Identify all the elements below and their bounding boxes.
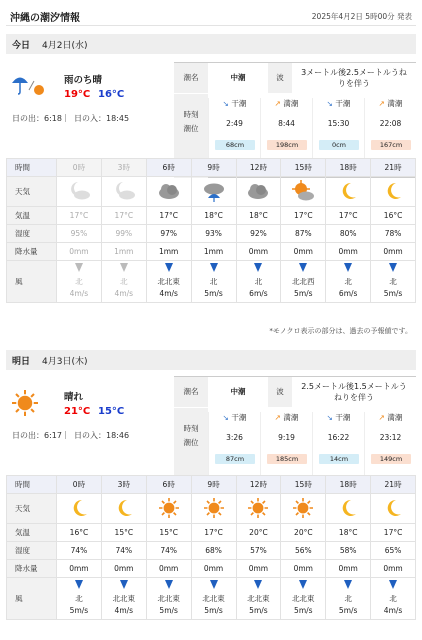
past-note: *モノクロ表示の部分は、過去の予報値です。: [269, 327, 412, 335]
moon-icon: [57, 494, 102, 524]
page-title: 沖縄の潮汐情報: [10, 13, 80, 24]
tide-type-label: 満潮: [387, 413, 403, 422]
tide-time: 9:19: [278, 433, 295, 442]
wind-arrow-icon: [254, 580, 262, 589]
updated-time: 2025年4月2日 5時00分 発表: [311, 12, 412, 21]
hour-cell: 12時: [236, 476, 281, 494]
wind-dir: 北: [389, 277, 397, 286]
tide-type-label: 満潮: [387, 99, 403, 108]
humidity-cell: 74%: [101, 542, 146, 560]
wind-cell: [57, 578, 102, 620]
rain-cell: 1mm: [146, 243, 191, 261]
wind-arrow-icon: [165, 580, 173, 589]
wind-dir: 北: [389, 594, 397, 603]
temp-cell: 20°C: [281, 524, 326, 542]
rain-cell: 0mm: [326, 243, 371, 261]
rain-cell: 0mm: [236, 560, 281, 578]
rain-cell: 0mm: [281, 243, 326, 261]
tide-time-label: 時刻: [183, 110, 199, 119]
rain-then-sun-icon: [10, 70, 46, 100]
sun-icon: [146, 494, 191, 524]
high-temp: 19°C: [64, 89, 91, 100]
temp-cell: 17°C: [371, 524, 416, 542]
humidity-cell: 92%: [236, 225, 281, 243]
tide-type-label: 満潮: [283, 99, 299, 108]
temp-cell: 17°C: [146, 207, 191, 225]
tide-level: 68cm: [215, 140, 255, 150]
moon-icon: [326, 177, 371, 207]
tide-type: [365, 412, 416, 423]
tide-name-label: 潮名: [174, 377, 208, 407]
hour-cell: 0時: [57, 476, 102, 494]
wind-arrow-icon: [299, 263, 307, 272]
sun-icon: [281, 494, 326, 524]
rain-cell: 1mm: [101, 243, 146, 261]
row-label: 気温: [7, 524, 57, 542]
forecast-grid-tomorrow: [6, 475, 416, 620]
row-label: 湿度: [7, 542, 57, 560]
sunrise: 日の出：6:18: [12, 114, 62, 123]
hour-cell: 9時: [191, 159, 236, 177]
separator: |: [64, 113, 67, 122]
tide-arrow-icon: ↗: [274, 99, 281, 108]
wind-cell: [371, 261, 416, 303]
row-label: 天気: [7, 494, 57, 524]
hour-cell: 21時: [371, 476, 416, 494]
wind-arrow-icon: [165, 263, 173, 272]
tide-type: [209, 98, 260, 109]
sunrise: 日の出：6:17: [12, 431, 62, 440]
temp-cell: 17°C: [281, 207, 326, 225]
wind-arrow-icon: [299, 580, 307, 589]
day-label: 明日: [12, 357, 31, 367]
wind-speed: 5m/s: [204, 289, 223, 298]
day-header-tomorrow: [6, 350, 416, 370]
wind-cell: [371, 578, 416, 620]
humidity-cell: 97%: [146, 225, 191, 243]
tide-level: 0cm: [319, 140, 359, 150]
wind-arrow-icon: [344, 580, 352, 589]
tide-time: 23:12: [379, 433, 402, 442]
tide-level: 167cm: [371, 140, 411, 150]
tide-type-label: 干潮: [335, 99, 351, 108]
humidity-cell: 57%: [236, 542, 281, 560]
wind-dir: 北: [75, 277, 83, 286]
sun-cloud-icon: [281, 177, 326, 207]
rain-cell: 0mm: [101, 560, 146, 578]
row-label: 気温: [7, 207, 57, 225]
row-label: 時間: [7, 159, 57, 177]
temp-cell: 15°C: [146, 524, 191, 542]
hour-cell: 12時: [236, 159, 281, 177]
tide-type-label: 干潮: [231, 99, 247, 108]
wind-dir: 北北東: [157, 277, 180, 286]
temp-cell: 20°C: [236, 524, 281, 542]
wind-arrow-icon: [389, 580, 397, 589]
humidity-cell: 78%: [371, 225, 416, 243]
weather-name: 晴れ: [64, 392, 84, 403]
hour-cell: 15時: [281, 476, 326, 494]
wind-speed: 5m/s: [383, 289, 403, 298]
tide-level: 14cm: [319, 454, 359, 464]
rain-cell: 0mm: [281, 560, 326, 578]
day-label: 今日: [12, 41, 31, 51]
hour-cell: 3時: [101, 476, 146, 494]
tide-time: 2:49: [226, 119, 243, 128]
humidity-cell: 58%: [326, 542, 371, 560]
wind-dir: 北: [344, 277, 352, 286]
wind-speed: 6m/s: [338, 289, 358, 298]
wind-arrow-icon: [344, 263, 352, 272]
tide-level-label: 潮位: [183, 124, 199, 133]
tide-arrow-icon: ↗: [378, 99, 385, 108]
wind-dir: 北北東: [112, 594, 136, 603]
tide-time: 16:22: [327, 433, 350, 442]
humidity-cell: 95%: [57, 225, 102, 243]
rain-cell: 0mm: [57, 560, 102, 578]
humidity-cell: 68%: [191, 542, 236, 560]
hour-cell: 9時: [191, 476, 236, 494]
temp-cell: 18°C: [326, 524, 371, 542]
wind-speed: 5m/s: [159, 606, 178, 615]
tide-arrow-icon: ↘: [222, 413, 229, 422]
tide-arrow-icon: ↘: [326, 413, 333, 422]
wind-speed: 4m/s: [383, 606, 403, 615]
sunset: 日の入：18:46: [74, 431, 130, 440]
hour-cell: 18時: [326, 159, 371, 177]
wind-speed: 5m/s: [249, 606, 268, 615]
day-header-today: [6, 34, 416, 54]
wind-dir: 北: [75, 594, 83, 603]
moon-icon: [371, 177, 416, 207]
wind-cell: [146, 261, 191, 303]
page-header: [6, 4, 416, 26]
tide-arrow-icon: ↗: [274, 413, 281, 422]
humidity-cell: 74%: [146, 542, 191, 560]
wind-speed: 5m/s: [294, 606, 313, 615]
wind-cell: [191, 578, 236, 620]
wind-dir: 北北西: [292, 277, 315, 286]
humidity-cell: 93%: [191, 225, 236, 243]
moon-cloud-icon: [101, 177, 146, 207]
tide-name: 中潮: [230, 387, 246, 396]
cloud-icon: [236, 177, 281, 207]
wind-arrow-icon: [120, 580, 128, 589]
wind-speed: 4m/s: [159, 289, 178, 298]
hour-cell: 21時: [371, 159, 416, 177]
rain-cell: 0mm: [146, 560, 191, 578]
humidity-cell: 74%: [57, 542, 102, 560]
tide-name-label: 潮名: [174, 63, 208, 93]
wind-speed: 4m/s: [69, 289, 89, 298]
wind-speed: 4m/s: [114, 606, 134, 615]
wind-cell: [101, 578, 146, 620]
row-label: 降水量: [7, 560, 57, 578]
wind-speed: 6m/s: [249, 289, 268, 298]
wind-speed: 5m/s: [69, 606, 89, 615]
cloud-icon: [146, 177, 191, 207]
tide-type-label: 干潮: [231, 413, 247, 422]
tide-type: [313, 98, 364, 109]
rain-cell: 0mm: [57, 243, 102, 261]
wind-cell: [191, 261, 236, 303]
tide-arrow-icon: ↗: [378, 413, 385, 422]
sun-icon: [236, 494, 281, 524]
wind-cell: [146, 578, 191, 620]
tide-type-label: 満潮: [283, 413, 299, 422]
temp-cell: 17°C: [57, 207, 102, 225]
tide-level-label: 潮位: [183, 438, 199, 447]
hour-cell: 0時: [57, 159, 102, 177]
wind-arrow-icon: [210, 580, 218, 589]
temp-cell: 16°C: [57, 524, 102, 542]
wave-label: 波: [268, 63, 292, 93]
wind-dir: 北北東: [202, 594, 225, 603]
tide-type: [365, 98, 416, 109]
tide-level: 185cm: [267, 454, 307, 464]
tide-type: [209, 412, 260, 423]
rain-cell: 1mm: [191, 243, 236, 261]
wind-cell: [281, 261, 326, 303]
temp-cell: 18°C: [236, 207, 281, 225]
sun-icon: [12, 388, 48, 418]
wind-cell: [236, 261, 281, 303]
temp-cell: 15°C: [101, 524, 146, 542]
summary-icon-today: [10, 70, 46, 102]
rain-cell: 0mm: [371, 560, 416, 578]
hour-cell: 15時: [281, 159, 326, 177]
tide-type: [261, 98, 312, 109]
wind-cell: [57, 261, 102, 303]
tide-time: 15:30: [327, 119, 350, 128]
wind-dir: 北北東: [247, 594, 270, 603]
humidity-cell: 99%: [101, 225, 146, 243]
tide-level: 198cm: [267, 140, 307, 150]
humidity-cell: 87%: [281, 225, 326, 243]
wind-arrow-icon: [120, 263, 128, 272]
wind-cell: [281, 578, 326, 620]
tide-type: [261, 412, 312, 423]
weather-name: 雨のち晴: [64, 75, 103, 86]
low-temp: 15°C: [98, 406, 125, 417]
forecast-grid-today: [6, 158, 416, 303]
sun-icon: [191, 494, 236, 524]
summary-icon-tomorrow: [12, 388, 48, 420]
tide-time-label: 時刻: [183, 424, 199, 433]
wave-text: 2.5メートル後1.5メートルうねりを伴う: [301, 382, 407, 402]
wind-dir: 北北東: [292, 594, 315, 603]
rain-cell: 0mm: [326, 560, 371, 578]
wind-arrow-icon: [75, 580, 83, 589]
tide-type: [313, 412, 364, 423]
day-date: 4月3日(木): [42, 357, 88, 367]
row-label: 時間: [7, 476, 57, 494]
hour-cell: 18時: [326, 476, 371, 494]
tide-arrow-icon: ↘: [326, 99, 333, 108]
wind-speed: 5m/s: [338, 606, 358, 615]
tide-arrow-icon: ↘: [222, 99, 229, 108]
moon-cloud-icon: [57, 177, 102, 207]
tide-time: 3:26: [226, 433, 243, 442]
temp-cell: 17°C: [101, 207, 146, 225]
row-label: 天気: [7, 177, 57, 207]
tide-time: 8:44: [278, 119, 295, 128]
wind-dir: 北: [209, 277, 218, 286]
moon-icon: [101, 494, 146, 524]
row-label: 風: [7, 261, 57, 303]
hour-cell: 6時: [146, 159, 191, 177]
sunset: 日の入：18:45: [74, 114, 130, 123]
tide-name: 中潮: [230, 73, 246, 82]
wave-label: 波: [268, 377, 292, 407]
wind-dir: 北: [344, 594, 352, 603]
temp-cell: 18°C: [191, 207, 236, 225]
rain-icon: [191, 177, 236, 207]
row-label: 湿度: [7, 225, 57, 243]
wind-dir: 北: [254, 277, 263, 286]
rain-cell: 0mm: [371, 243, 416, 261]
wind-cell: [326, 578, 371, 620]
rain-cell: 0mm: [236, 243, 281, 261]
separator: |: [64, 430, 67, 439]
row-label: 降水量: [7, 243, 57, 261]
wind-speed: 4m/s: [114, 289, 134, 298]
temp-cell: 16°C: [371, 207, 416, 225]
wind-cell: [236, 578, 281, 620]
high-temp: 21°C: [64, 406, 91, 417]
day-date: 4月2日(水): [42, 41, 88, 51]
humidity-cell: 56%: [281, 542, 326, 560]
moon-icon: [371, 494, 416, 524]
humidity-cell: 80%: [326, 225, 371, 243]
wind-arrow-icon: [75, 263, 83, 272]
wind-cell: [326, 261, 371, 303]
low-temp: 16°C: [98, 89, 125, 100]
wind-arrow-icon: [389, 263, 397, 272]
wind-speed: 5m/s: [294, 289, 313, 298]
row-label: 風: [7, 578, 57, 620]
tide-level: 87cm: [215, 454, 255, 464]
tide-time: 22:08: [379, 119, 402, 128]
humidity-cell: 65%: [371, 542, 416, 560]
wind-dir: 北北東: [157, 594, 180, 603]
wind-dir: 北: [120, 277, 128, 286]
tide-level: 149cm: [371, 454, 411, 464]
wind-speed: 5m/s: [204, 606, 223, 615]
rain-cell: 0mm: [191, 560, 236, 578]
tide-type-label: 干潮: [335, 413, 351, 422]
wave-text: 3メートル後2.5メートルうねりを伴う: [301, 68, 407, 88]
moon-icon: [326, 494, 371, 524]
temp-cell: 17°C: [191, 524, 236, 542]
temp-cell: 17°C: [326, 207, 371, 225]
hour-cell: 3時: [101, 159, 146, 177]
wind-cell: [101, 261, 146, 303]
hour-cell: 6時: [146, 476, 191, 494]
wind-arrow-icon: [210, 263, 218, 272]
wind-arrow-icon: [254, 263, 262, 272]
